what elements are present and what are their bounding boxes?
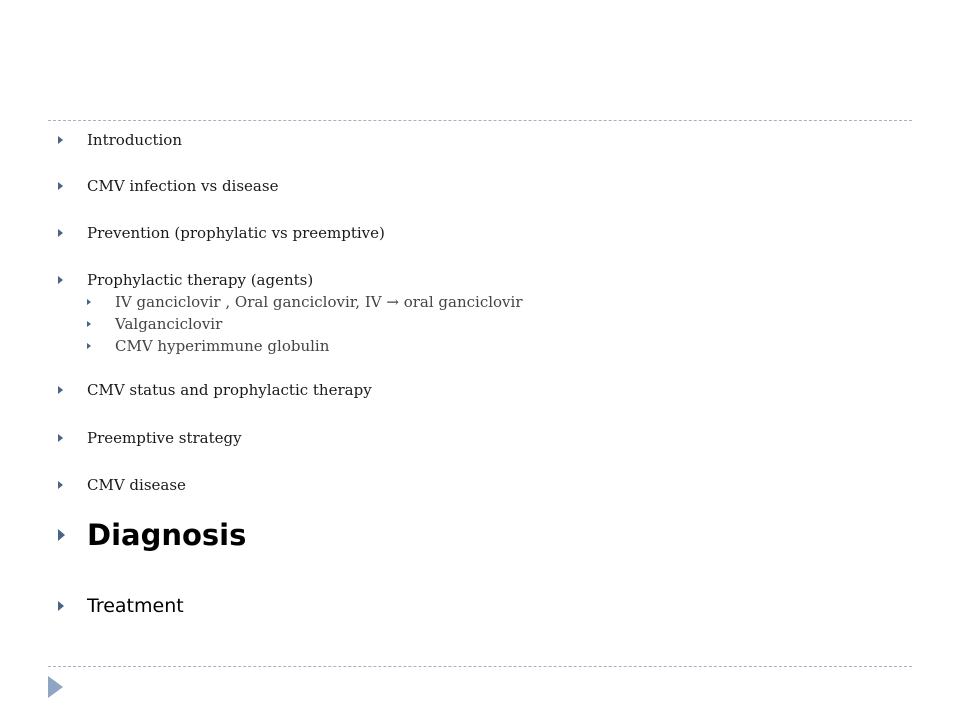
list-item-label: Introduction (87, 131, 182, 149)
bullet-icon (87, 343, 91, 349)
list-item-diagnosis (58, 518, 246, 552)
sub-item-label: Valganciclovir (115, 315, 223, 333)
list-item-label: Treatment (87, 595, 184, 617)
list-item-label: Preemptive strategy (87, 429, 242, 447)
bullet-icon (58, 434, 63, 442)
bullet-icon (58, 229, 63, 237)
list-item-prevention (58, 224, 385, 242)
list-item-label: Diagnosis (87, 518, 247, 552)
list-item-introduction (58, 131, 182, 149)
list-item-label: Prevention (prophylatic vs preemptive) (87, 224, 385, 242)
sub-item-valganciclovir (87, 315, 222, 333)
list-item-infection-vs-disease (58, 177, 278, 195)
list-item-cmv-disease (58, 476, 186, 494)
bullet-icon (58, 386, 63, 394)
sub-item-label: IV ganciclovir , Oral ganciclovir, IV → oral ganciclovir (115, 293, 523, 311)
bullet-icon (58, 182, 63, 190)
sub-item-label: CMV hyperimmune globulin (115, 337, 330, 355)
list-item-preemptive-strategy (58, 429, 242, 447)
triangle-right-icon (48, 676, 63, 698)
list-item-label: CMV disease (87, 476, 186, 494)
list-item-label: Prophylactic therapy (agents) (87, 271, 314, 289)
sub-item-hyperimmune-globulin (87, 337, 329, 355)
bullet-icon (58, 136, 63, 144)
bullet-icon (58, 529, 65, 541)
bullet-icon (58, 601, 64, 611)
bullet-icon (87, 299, 91, 305)
bullet-icon (58, 481, 63, 489)
list-item-cmv-status (58, 381, 372, 399)
list-item-label: CMV infection vs disease (87, 177, 279, 195)
list-item-prophylactic-therapy (58, 271, 313, 289)
top-divider (48, 120, 912, 121)
bullet-icon (58, 276, 63, 284)
bottom-divider (48, 666, 912, 667)
list-item-treatment (58, 595, 184, 617)
sub-item-ganciclovir (87, 293, 523, 311)
list-item-label: CMV status and prophylactic therapy (87, 381, 372, 399)
bullet-icon (87, 321, 91, 327)
